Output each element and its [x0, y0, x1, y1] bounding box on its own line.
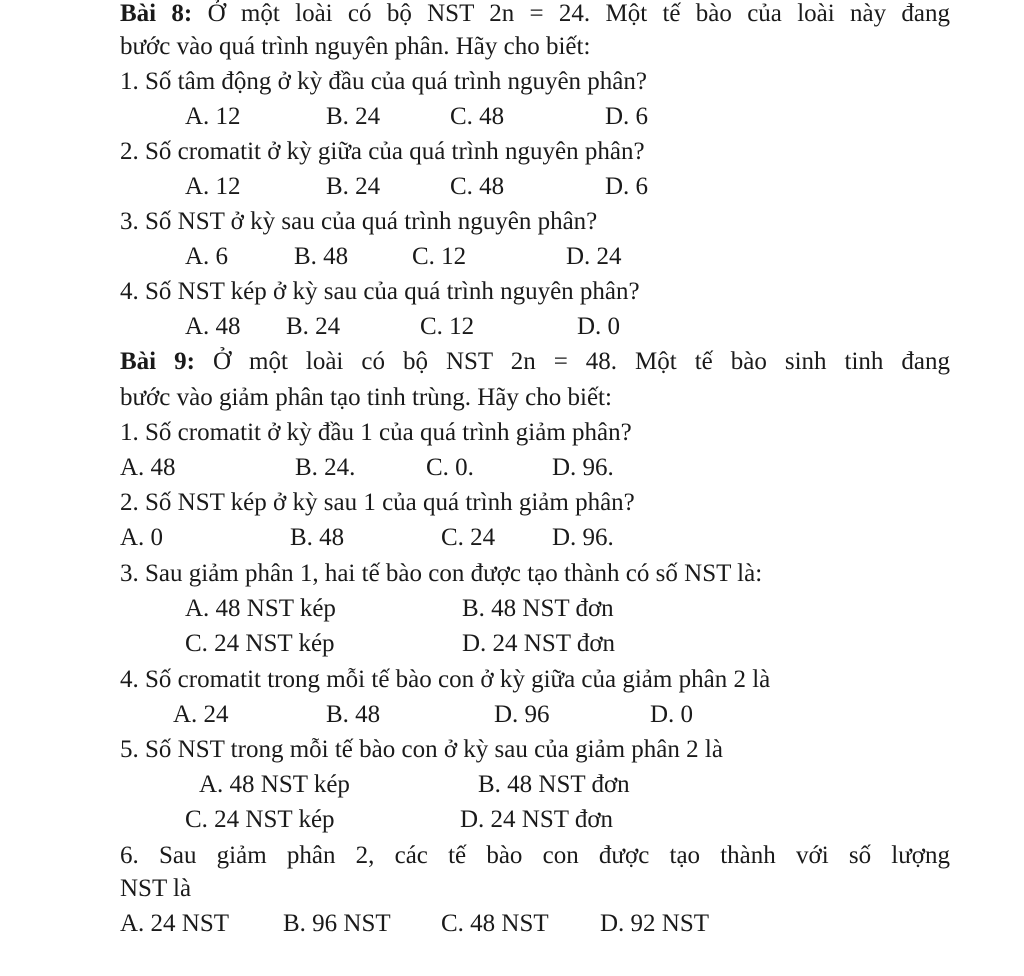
- bai8-q2-option-a: A. 12: [185, 173, 241, 200]
- bai9-q1-option-a: A. 48: [120, 454, 176, 481]
- bai8-q4-option-a: A. 48: [185, 313, 241, 340]
- bai9-question-4: 4. Số cromatit trong mỗi tế bào con ở kỳ giữa của giảm phân 2 là: [120, 666, 771, 693]
- bai9-question-5: 5. Số NST trong mỗi tế bào con ở kỳ sau của giảm phân 2 là: [120, 736, 723, 763]
- bai9-question-6-line1: 6. Sau giảm phân 2, các tế bào con được tạo thành với số lượng: [120, 842, 950, 869]
- bai8-q1-option-a: A. 12: [185, 103, 241, 130]
- bai8-q2-option-b: B. 24: [326, 173, 381, 200]
- bai8-question-2: 2. Số cromatit ở kỳ giữa của quá trình nguyên phân?: [120, 138, 645, 165]
- bai8-q4-option-b: B. 24: [286, 313, 341, 340]
- bai9-q4-option-b: B. 48: [326, 701, 381, 728]
- bai9-q4-option-a: A. 24: [173, 701, 229, 728]
- bai8-q3-option-b: B. 48: [294, 243, 349, 270]
- bai9-question-3: 3. Sau giảm phân 1, hai tế bào con được tạo thành có số NST là:: [120, 560, 763, 587]
- bai9-q5-option-c: C. 24 NST kép: [185, 806, 335, 833]
- bai9-q2-option-a: A. 0: [120, 524, 164, 551]
- bai8-q1-option-d: D. 6: [605, 103, 649, 130]
- bai8-q3-option-d: D. 24: [566, 243, 622, 270]
- bai9-q1-option-c: C. 0.: [426, 454, 474, 481]
- bai9-q4-option-d: D. 0: [650, 701, 694, 728]
- bai8-question-3: 3. Số NST ở kỳ sau của quá trình nguyên phân?: [120, 208, 598, 235]
- bai9-q1-option-b: B. 24.: [295, 454, 356, 481]
- bai9-question-2: 2. Số NST kép ở kỳ sau 1 của quá trình giảm phân?: [120, 489, 635, 516]
- bai9-label: Bài 9:: [120, 348, 195, 375]
- bai8-q4-option-d: D. 0: [577, 313, 621, 340]
- bai9-question-6-line2: NST là: [120, 875, 192, 902]
- bai8-question-1: 1. Số tâm động ở kỳ đầu của quá trình nguyên phân?: [120, 68, 648, 95]
- bai9-q2-option-b: B. 48: [290, 524, 345, 551]
- bai8-intro-line1: [120, 0, 950, 30]
- bai8-label: Bài 8:: [120, 0, 193, 27]
- bai9-q4-option-c: D. 96: [494, 701, 550, 728]
- bai9-q3-option-b: B. 48 NST đơn: [462, 595, 614, 622]
- bai9-q3-option-a: A. 48 NST kép: [185, 595, 336, 622]
- bai9-intro-text: Ở một loài có bộ NST 2n = 48. Một tế bào sinh tinh đang: [194, 348, 950, 375]
- bai8-q3-option-c: C. 12: [412, 243, 467, 270]
- bai9-q3-option-c: C. 24 NST kép: [185, 630, 335, 657]
- bai8-q3-option-a: A. 6: [185, 243, 229, 270]
- bai9-q6-option-d: D. 92 NST: [600, 910, 710, 937]
- bai8-q4-option-c: C. 12: [420, 313, 475, 340]
- bai9-intro-line2: bước vào giảm phân tạo tinh trùng. Hãy cho biết:: [120, 384, 612, 411]
- bai9-q6-option-c: C. 48 NST: [441, 910, 549, 937]
- bai9-q6-option-a: A. 24 NST: [120, 910, 230, 937]
- bai8-q1-option-b: B. 24: [326, 103, 381, 130]
- bai9-question-1: 1. Số cromatit ở kỳ đầu 1 của quá trình giảm phân?: [120, 419, 632, 446]
- bai8-q1-option-c: C. 48: [450, 103, 505, 130]
- bai8-intro-text: Ở một loài có bộ NST 2n = 24. Một tế bào của loài này đang: [192, 0, 950, 27]
- bai9-q5-option-b: B. 48 NST đơn: [478, 771, 630, 798]
- bai9-q1-option-d: D. 96.: [552, 454, 614, 481]
- bai9-q3-option-d: D. 24 NST đơn: [462, 630, 616, 657]
- bai9-q5-option-d: D. 24 NST đơn: [460, 806, 614, 833]
- bai8-intro-line2: bước vào quá trình nguyên phân. Hãy cho biết:: [120, 33, 591, 60]
- bai9-intro-line1: [120, 346, 950, 378]
- bai9-q6-option-b: B. 96 NST: [283, 910, 391, 937]
- bai8-q2-option-d: D. 6: [605, 173, 649, 200]
- bai9-q5-option-a: A. 48 NST kép: [199, 771, 350, 798]
- bai8-q2-option-c: C. 48: [450, 173, 505, 200]
- bai8-question-4: 4. Số NST kép ở kỳ sau của quá trình nguyên phân?: [120, 278, 640, 305]
- bai9-q2-option-c: C. 24: [441, 524, 496, 551]
- bai9-q2-option-d: D. 96.: [552, 524, 614, 551]
